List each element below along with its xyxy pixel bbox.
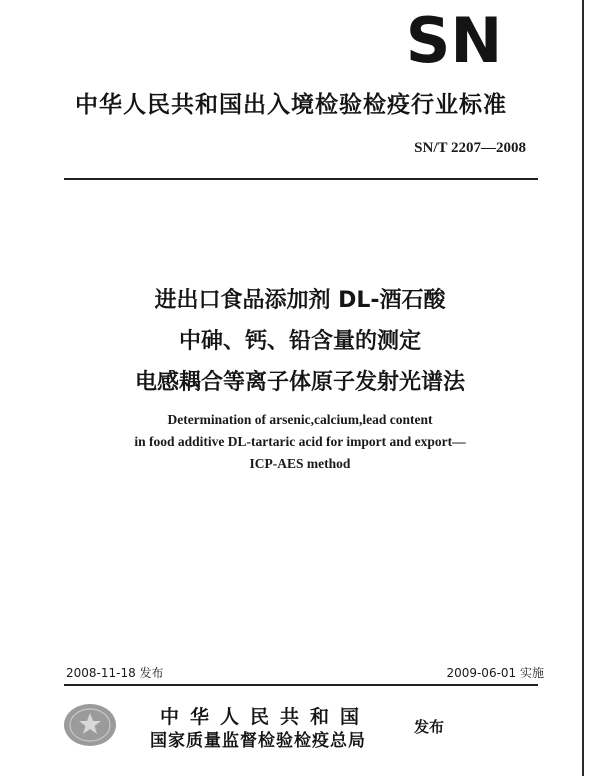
chinese-title-line-3: 电感耦合等离子体原子发射光谱法 (134, 370, 465, 395)
official-seal-icon (62, 702, 118, 748)
sn-logo (398, 12, 510, 68)
implementation-date: 2009-06-01 实施 (446, 666, 544, 680)
top-divider (64, 178, 538, 180)
issuer-agency: 国家质量监督检验检疫总局 (150, 731, 366, 751)
bottom-divider (64, 684, 538, 686)
issue-date: 2008-11-18 发布 (66, 666, 164, 680)
english-title-line-3: ICP-AES method (249, 456, 351, 471)
english-title-line-2: in food additive DL-tartaric acid for import and export— (134, 434, 466, 449)
chinese-title-line-2: 中砷、钙、铅含量的测定 (178, 329, 421, 354)
sn-logo-text: SN (405, 12, 503, 68)
english-title-line-1: Determination of arsenic,calcium,lead content (167, 412, 433, 427)
issuer-country: 中华人民共和国 (160, 706, 371, 728)
chinese-title-line-1: 进出口食品添加剂 DL-酒石酸 (154, 288, 446, 313)
issued-label: 发布 (414, 718, 445, 736)
standard-number: SN/T 2207—2008 (414, 140, 526, 156)
standard-category: 中华人民共和国出入境检验检疫行业标准 (75, 92, 507, 118)
